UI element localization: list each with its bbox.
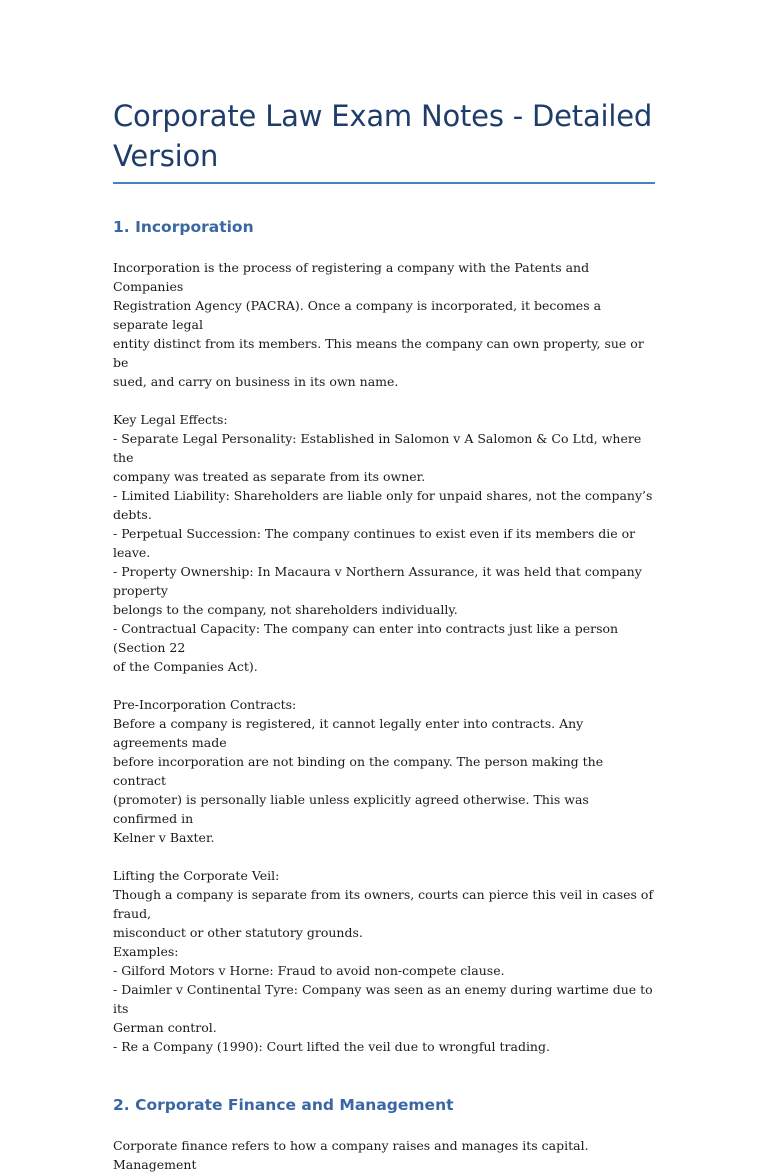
key-legal-effects-label: Key Legal Effects: (113, 412, 228, 427)
title-line-2: Version (113, 139, 219, 173)
corporate-veil-block: Lifting the Corporate Veil: Though a company is separate from its owners, courts can pierce this veil in cases of fraud, misconduct or other statutory grounds. Examples: - Gilford Motors v Horne: Fraud to avoid non-compete clause. - Daimler v Continental Tyre: Company was seen as an enemy during wartime due to its German control. - Re a Company (1990): Court lifted the veil due to wrongful trading. (113, 868, 654, 1054)
list-item-cont: of the Companies Act). (113, 659, 258, 674)
list-item-cont: belongs to the company, not shareholders individually. (113, 602, 458, 617)
section-heading-corporate-finance: 2. Corporate Finance and Management (113, 1096, 454, 1114)
list-item: - Separate Legal Personality: Established in Salomon v A Salomon & Co Ltd, where the (113, 431, 642, 465)
incorporation-intro: Incorporation is the process of registering a company with the Patents and Companies Registration Agency (PACRA). Once a company is incorporated, it becomes a separate legal entity distinct from its members. This means the company can own property, sue or be sued, and carry on business in its own name. (113, 260, 644, 389)
list-item: - Limited Liability: Shareholders are liable only for unpaid shares, not the company’s debts. (113, 488, 653, 522)
title-underline (113, 182, 655, 184)
section-heading-incorporation: 1. Incorporation (113, 218, 254, 236)
pre-incorporation-label: Pre-Incorporation Contracts: (113, 697, 297, 712)
key-legal-effects-block (113, 410, 655, 676)
list-item: - Property Ownership: In Macaura v Northern Assurance, it was held that company property (113, 564, 642, 598)
corporate-veil-label: Lifting the Corporate Veil: (113, 868, 280, 883)
list-item: - Perpetual Succession: The company continues to exist even if its members die or leave. (113, 526, 636, 560)
title-line-1: Corporate Law Exam Notes - Detailed (113, 99, 653, 133)
corporate-finance-intro: Corporate finance refers to how a company raises and manages its capital. Management (113, 1138, 589, 1172)
document-body (113, 96, 655, 1174)
list-item: - Daimler v Continental Tyre: Company was seen as an enemy during wartime due to its (113, 982, 653, 1016)
list-item-cont: company was treated as separate from its owner. (113, 469, 426, 484)
list-item: - Gilford Motors v Horne: Fraud to avoid non-compete clause. (113, 963, 505, 978)
document-title (113, 96, 655, 176)
list-item-cont: German control. (113, 1020, 217, 1035)
pre-incorporation-block: Pre-Incorporation Contracts: Before a company is registered, it cannot legally enter into contracts. Any agreements made before incorporation are not binding on the company. The person making the contract (promoter) is personally liable unless explicitly agreed otherwise. This was confirmed in Kelner v Baxter. (113, 695, 655, 847)
examples-label: Examples: (113, 944, 179, 959)
list-item: - Contractual Capacity: The company can enter into contracts just like a person (Section 22 (113, 621, 619, 655)
list-item: - Re a Company (1990): Court lifted the veil due to wrongful trading. (113, 1039, 550, 1054)
